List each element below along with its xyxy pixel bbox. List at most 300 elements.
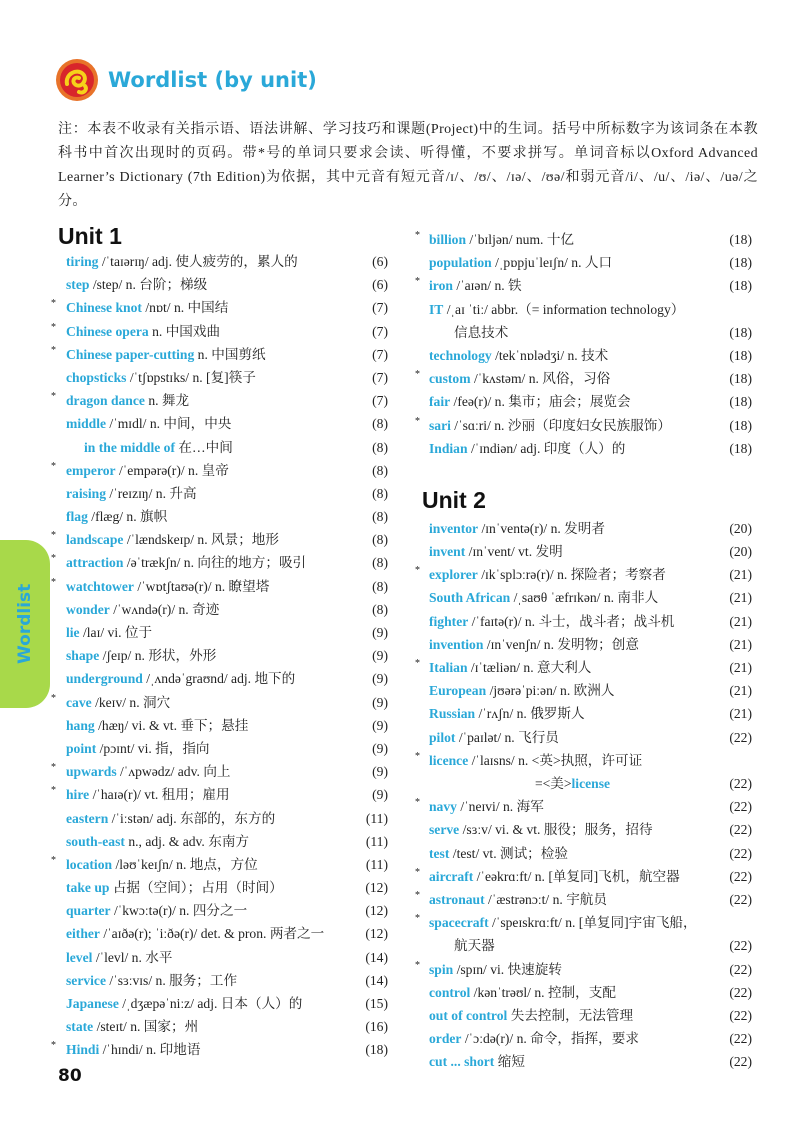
definition: /ˈempərə(r)/ n. 皇帝 <box>115 462 229 478</box>
entry-text <box>422 298 716 344</box>
definition: /step/ n. 台阶；梯级 <box>89 277 208 293</box>
headword: location <box>66 856 113 872</box>
definition: /ləʊˈkeɪʃn/ n. 地点，方位 <box>112 856 258 872</box>
definition: /laɪ/ vi. 位于 <box>79 625 153 640</box>
definition: /ˈkʌstəm/ n. 风俗，习俗 <box>470 371 611 387</box>
definition: /ˈwʌndə(r)/ n. 奇迹 <box>109 601 220 617</box>
definition: 失去控制，无法管理 <box>507 1007 634 1023</box>
word-entry <box>51 853 388 876</box>
page-ref: (7) <box>372 346 388 362</box>
star-marker: * <box>415 750 420 762</box>
page-ref: (18) <box>729 394 752 410</box>
entry-text <box>422 540 716 563</box>
headword: landscape <box>66 532 124 548</box>
word-entry <box>58 1015 388 1038</box>
entry-text <box>58 1038 352 1061</box>
page-ref: (9) <box>372 740 388 756</box>
page-ref: (22) <box>729 822 752 838</box>
headword: invention <box>429 636 484 652</box>
definition: /kənˈtrəʊl/ n. 控制，支配 <box>470 984 616 1000</box>
variant-prefix: =<美> <box>534 775 572 791</box>
word-entry <box>58 273 388 296</box>
unit-2-heading: Unit 2 <box>422 486 486 513</box>
headword: Hindi <box>66 1042 100 1058</box>
star-marker: * <box>51 321 56 333</box>
word-entry <box>415 749 752 795</box>
entry-text <box>58 667 352 690</box>
entry-text <box>58 528 352 551</box>
star-marker: * <box>51 460 56 472</box>
headword: watchtower <box>66 578 134 594</box>
star-marker: * <box>51 576 56 588</box>
page-ref: (22) <box>729 1031 752 1047</box>
word-entry <box>422 298 752 344</box>
star-marker: * <box>415 866 420 878</box>
definition: /ˌpɒpjuˈleɪʃn/ n. 人口 <box>491 255 613 271</box>
definition: n., adj. & adv. 东南方 <box>124 833 250 849</box>
page-ref: (22) <box>729 891 752 907</box>
definition: /ˈaɪðə(r); ˈiːðə(r)/ det. & pron. 两者之一 <box>99 926 325 942</box>
page-ref: (21) <box>729 636 752 652</box>
entry-text <box>58 922 352 945</box>
page-ref: (20) <box>729 544 752 560</box>
word-entry <box>51 343 388 366</box>
definition: /flæg/ n. 旗帜 <box>87 509 168 525</box>
definition: /ɪnˈventə(r)/ n. 发明者 <box>478 520 605 536</box>
word-entry <box>58 830 388 853</box>
headword: inventor <box>429 520 479 536</box>
definition: /ˈneɪvi/ n. 海军 <box>456 799 544 815</box>
entry-text <box>58 899 352 922</box>
word-entry <box>415 958 752 981</box>
entry-text <box>422 842 716 865</box>
page-ref: (8) <box>372 509 388 525</box>
entry-text <box>58 691 352 714</box>
definition: /ɪkˈsplɔːrə(r)/ n. 探险者；考察者 <box>477 567 666 583</box>
headword: custom <box>429 371 471 387</box>
headword: wonder <box>66 601 110 617</box>
word-entry <box>51 528 388 551</box>
word-entry <box>58 946 388 969</box>
word-entry <box>58 482 388 505</box>
definition: /ˈhaɪə(r)/ vt. 租用；雇用 <box>89 787 230 803</box>
headword: tiring <box>66 254 99 269</box>
entry-text <box>422 1004 716 1027</box>
headword: in the middle of <box>84 439 176 455</box>
definition: /nɒt/ n. 中国结 <box>141 300 229 316</box>
headword: out of control <box>429 1007 508 1023</box>
entry-text <box>422 274 716 297</box>
definition: /feə(r)/ n. 集市；庙会；展览会 <box>450 394 631 410</box>
word-entry <box>415 795 752 818</box>
wordlist-side-tab <box>0 540 50 708</box>
word-entry <box>415 865 752 888</box>
word-entry <box>415 656 752 679</box>
left-column <box>51 220 388 1062</box>
headword: billion <box>429 232 467 247</box>
page-ref: (18) <box>365 1042 388 1058</box>
star-marker: * <box>415 797 420 809</box>
word-entry <box>422 344 752 367</box>
headword: serve <box>429 822 460 838</box>
page-ref: (14) <box>365 972 388 988</box>
headword: fighter <box>429 613 469 629</box>
headword: South African <box>429 590 511 606</box>
entry-text <box>58 807 352 830</box>
word-entry <box>51 783 388 806</box>
headword: attraction <box>66 555 124 571</box>
word-entry <box>58 876 388 899</box>
word-entry <box>58 667 388 690</box>
definition: n. 中国戏曲 <box>148 323 221 339</box>
page-ref: (8) <box>372 555 388 571</box>
definition: /ɪnˈvent/ vt. 发明 <box>465 544 563 560</box>
word-entry <box>58 807 388 830</box>
headword: Russian <box>429 706 476 722</box>
definition: n. 舞龙 <box>144 393 190 409</box>
page-ref: (20) <box>729 520 752 536</box>
headword: eastern <box>66 810 109 826</box>
definition: /test/ vt. 测试；检验 <box>449 845 568 861</box>
page-ref: (7) <box>372 369 388 385</box>
definition: /ˈmɪdl/ n. 中间，中央 <box>106 416 232 432</box>
word-entry <box>422 1027 752 1050</box>
word-entry <box>415 414 752 437</box>
definition: /ˈhɪndi/ n. 印地语 <box>99 1042 201 1058</box>
entry-text <box>422 228 716 251</box>
definition: /ˈlaɪsns/ n. <英>执照，许可证 <box>468 752 643 768</box>
page-ref: (22) <box>729 729 752 745</box>
page-ref: (22) <box>729 1007 752 1023</box>
headword: upwards <box>66 764 117 780</box>
entry-text <box>422 1050 716 1073</box>
entry-text <box>58 250 352 273</box>
headword: spacecraft <box>429 915 489 931</box>
word-entry <box>422 540 752 563</box>
headword: IT <box>429 301 444 317</box>
entry-text <box>422 981 716 1004</box>
word-entry <box>51 760 388 783</box>
entry-text <box>58 343 352 366</box>
unit-2-list <box>415 517 752 1074</box>
entry-text <box>422 1027 716 1050</box>
word-entry <box>422 1050 752 1073</box>
headword: Japanese <box>66 996 119 1011</box>
entry-text <box>422 656 716 679</box>
headword: fair <box>429 394 451 410</box>
word-entry <box>51 320 388 343</box>
intro-note: 注：本表不收录有关指示语、语法讲解、学习技巧和课题(Project)中的生词。括号中所标数字为该词条在本教科书中首次出现时的页码。带*号的单词只要求会读、听得懂，不要求拼写。单词音标以Oxford Advanced Learner’s Dictionary (7th Edition)为依据，其中元音有短元音/ɪ/、/ʊ/、/ɪə/、/ʊə/和弱元音/i/、/u/、/iə/、/uə/之分。 <box>58 122 758 209</box>
headword: hang <box>66 717 95 733</box>
word-entry <box>415 563 752 586</box>
page-ref: (8) <box>372 601 388 617</box>
definition: /ɪˈtæliən/ n. 意大利人 <box>467 660 592 676</box>
definition: /ˈpaɪlət/ n. 飞行员 <box>455 729 559 745</box>
definition: /ˌʌndəˈgraʊnd/ adj. 地下的 <box>142 671 296 687</box>
headword: service <box>66 972 106 988</box>
definition: /ˈɔːdə(r)/ n. 命令，指挥，要求 <box>461 1031 639 1047</box>
entry-text <box>58 644 352 667</box>
word-entry <box>51 551 388 574</box>
right-column <box>415 228 752 1073</box>
definition: 缩短 <box>494 1054 525 1070</box>
entry-text <box>58 273 352 296</box>
headword: Chinese knot <box>66 300 142 316</box>
entry-text <box>422 726 716 749</box>
entry-text <box>58 575 352 598</box>
headword: cave <box>66 694 92 710</box>
entry-text <box>422 911 716 957</box>
variant-headword: license <box>571 775 611 791</box>
word-entry <box>58 922 388 945</box>
entry-text <box>422 251 716 274</box>
entry-text <box>58 505 352 528</box>
entry-text <box>422 437 716 460</box>
entry-text <box>422 795 716 818</box>
page-ref: (8) <box>372 485 388 501</box>
page-ref: (9) <box>372 764 388 780</box>
star-marker: * <box>415 959 420 971</box>
entry-text <box>422 414 716 437</box>
headword: Chinese opera <box>66 323 149 339</box>
entry-text <box>58 969 352 992</box>
star-marker: * <box>415 415 420 427</box>
entry-text <box>422 517 716 540</box>
word-entry <box>58 505 388 528</box>
word-entry <box>58 992 388 1015</box>
entry-text <box>58 876 352 899</box>
headword: population <box>429 255 492 271</box>
entry-text <box>422 610 716 633</box>
star-marker: * <box>415 913 420 925</box>
headword: European <box>429 683 487 699</box>
headword: Italian <box>429 660 468 676</box>
headword: invent <box>429 544 466 560</box>
headword: control <box>429 984 471 1000</box>
word-entry <box>58 644 388 667</box>
page-ref: (9) <box>372 717 388 733</box>
word-entry <box>422 437 752 460</box>
headword: lie <box>66 625 80 640</box>
page-ref: (15) <box>365 996 388 1011</box>
page-ref: (12) <box>365 926 388 942</box>
variant-line <box>429 772 716 795</box>
page-ref: (9) <box>372 671 388 687</box>
page-ref: (8) <box>372 462 388 478</box>
word-entry <box>51 575 388 598</box>
definition: /tekˈnɒlədʒi/ n. 技术 <box>491 347 609 363</box>
headword: test <box>429 845 450 861</box>
headword: take up <box>66 880 110 896</box>
definition-continued: 航天器 <box>454 938 495 954</box>
entry-text <box>422 865 716 888</box>
definition: /ˈʌpwədz/ adv. 向上 <box>116 764 231 780</box>
entry-text <box>58 621 352 644</box>
star-marker: * <box>51 854 56 866</box>
definition-continued: 信息技术 <box>454 324 509 340</box>
word-entry <box>58 621 388 644</box>
star-marker: * <box>51 530 56 542</box>
swirl-logo-icon <box>55 58 99 102</box>
page-ref: (21) <box>729 613 752 629</box>
entry-text <box>422 679 716 702</box>
headword: chopsticks <box>66 369 127 385</box>
page-ref: (18) <box>729 232 752 247</box>
page-ref: (8) <box>372 439 388 455</box>
word-entry <box>58 899 388 922</box>
star-marker: * <box>415 889 420 901</box>
entry-text <box>58 412 352 435</box>
page-ref: (21) <box>729 660 752 676</box>
headword: explorer <box>429 567 478 583</box>
page-ref: (8) <box>372 578 388 594</box>
definition: /ˈiːstən/ adj. 东部的，东方的 <box>108 810 276 826</box>
word-entry <box>58 366 388 389</box>
page-ref: (18) <box>729 255 752 271</box>
headword: point <box>66 740 97 756</box>
unit-1-list <box>51 250 388 1062</box>
headword: astronaut <box>429 891 485 907</box>
headword: order <box>429 1031 462 1047</box>
entry-text <box>422 818 716 841</box>
entry-text <box>58 760 352 783</box>
word-entry <box>422 702 752 725</box>
definition: /ˈaɪən/ n. 铁 <box>452 278 522 294</box>
headword: underground <box>66 671 143 687</box>
star-marker: * <box>51 298 56 310</box>
headword: hire <box>66 787 90 803</box>
word-entry <box>58 250 388 273</box>
word-entry <box>422 251 752 274</box>
side-tab-label: Wordlist <box>15 583 35 664</box>
entry-text <box>58 783 352 806</box>
word-entry <box>422 818 752 841</box>
page-number: 80 <box>58 1066 82 1086</box>
page-ref: (7) <box>372 323 388 339</box>
entry-text <box>58 992 352 1015</box>
page-ref: (11) <box>365 833 388 849</box>
definition: /ˈlændskeɪp/ n. 风景；地形 <box>123 532 279 548</box>
entry-text <box>422 563 716 586</box>
definition: /ˈsɑːri/ n. 沙丽（印度妇女民族服饰） <box>450 417 671 433</box>
star-marker: * <box>415 276 420 288</box>
definition: 占据（空间）；占用（时间） <box>109 880 283 896</box>
page-ref: (12) <box>365 880 388 896</box>
unit-1-continued-list <box>415 228 752 460</box>
entry-text <box>422 390 716 413</box>
word-entry <box>422 633 752 656</box>
word-entry <box>422 842 752 865</box>
definition: /keɪv/ n. 洞穴 <box>91 694 171 710</box>
page-ref: (11) <box>365 810 388 826</box>
page-ref: (7) <box>372 393 388 409</box>
definition: /ˈeəkrɑːft/ n. [单复同]飞机，航空器 <box>473 868 680 884</box>
star-marker: * <box>51 391 56 403</box>
entry-text <box>58 320 352 343</box>
definition: /ˈsɜːvɪs/ n. 服务；工作 <box>106 972 238 988</box>
page-ref: (6) <box>372 254 388 269</box>
star-marker: * <box>51 762 56 774</box>
page-ref: (21) <box>729 706 752 722</box>
definition: /ˈwɒtʃtaʊə(r)/ n. 瞭望塔 <box>133 578 270 594</box>
word-entry <box>415 274 752 297</box>
star-marker: * <box>51 344 56 356</box>
headword: cut ... short <box>429 1054 495 1070</box>
page-ref: (21) <box>729 590 752 606</box>
headword: quarter <box>66 903 111 919</box>
page-title: Wordlist (by unit) <box>108 68 317 92</box>
page-ref: (22) <box>729 799 752 815</box>
star-marker: * <box>415 658 420 670</box>
word-entry <box>422 981 752 1004</box>
entry-text <box>58 714 352 737</box>
page-ref: (18) <box>729 324 752 340</box>
definition: /ˈreɪzɪŋ/ n. 升高 <box>106 485 197 501</box>
headword: navy <box>429 799 457 815</box>
page-ref: (22) <box>729 984 752 1000</box>
word-entry <box>51 389 388 412</box>
definition: /ˌdʒæpəˈniːz/ adj. 日本（人）的 <box>118 996 303 1011</box>
definition: n. 中国剪纸 <box>194 346 266 362</box>
page-ref: (18) <box>729 278 752 294</box>
definition: /ˈrʌʃn/ n. 俄罗斯人 <box>475 706 585 722</box>
definition: /sɜːv/ vi. & vt. 服役；服务，招待 <box>459 822 653 838</box>
word-entry <box>51 296 388 319</box>
definition: /jʊərəˈpiːən/ n. 欧洲人 <box>486 683 615 699</box>
entry-text <box>422 702 716 725</box>
word-entry <box>58 436 388 459</box>
page-ref: (22) <box>729 961 752 977</box>
entry-text <box>58 296 352 319</box>
definition: /ˈspeɪskrɑːft/ n. [单复同]宇宙飞船， <box>488 915 697 931</box>
word-entry <box>58 412 388 435</box>
page-ref: (9) <box>372 648 388 664</box>
word-entry <box>415 228 752 251</box>
entry-text <box>422 888 716 911</box>
headword: either <box>66 926 100 942</box>
star-marker: * <box>415 230 420 241</box>
definition: /ˈfaɪtə(r)/ n. 斗士，战斗者；战斗机 <box>468 613 675 629</box>
definition: /ˈtʃɒpstɪks/ n. [复]筷子 <box>126 369 256 385</box>
word-entry <box>422 610 752 633</box>
page-ref: (22) <box>729 938 752 954</box>
entry-text <box>58 436 352 459</box>
page-ref: (22) <box>729 845 752 861</box>
page-header <box>55 58 317 102</box>
definition: /spɪn/ vi. 快速旋转 <box>453 961 562 977</box>
star-marker: * <box>51 1040 56 1052</box>
definition: /ˈkwɔːtə(r)/ n. 四分之一 <box>110 903 248 919</box>
entry-text <box>422 344 716 367</box>
page-ref: (9) <box>372 625 388 640</box>
entry-text <box>58 598 352 621</box>
page-ref: (22) <box>729 775 752 791</box>
word-entry <box>58 598 388 621</box>
entry-text <box>58 853 352 876</box>
headword: aircraft <box>429 868 474 884</box>
page-ref: (9) <box>372 787 388 803</box>
definition: /ˌsaʊθ ˈæfrɪkən/ n. 南非人 <box>510 590 659 606</box>
entry-text <box>58 830 352 853</box>
word-entry <box>58 737 388 760</box>
page-ref: (11) <box>365 856 388 872</box>
word-entry <box>58 714 388 737</box>
page-ref: (9) <box>372 694 388 710</box>
headword: middle <box>66 416 107 432</box>
word-entry <box>415 911 752 957</box>
definition: /hæŋ/ vi. & vt. 垂下；悬挂 <box>94 717 249 733</box>
page-ref: (8) <box>372 532 388 548</box>
